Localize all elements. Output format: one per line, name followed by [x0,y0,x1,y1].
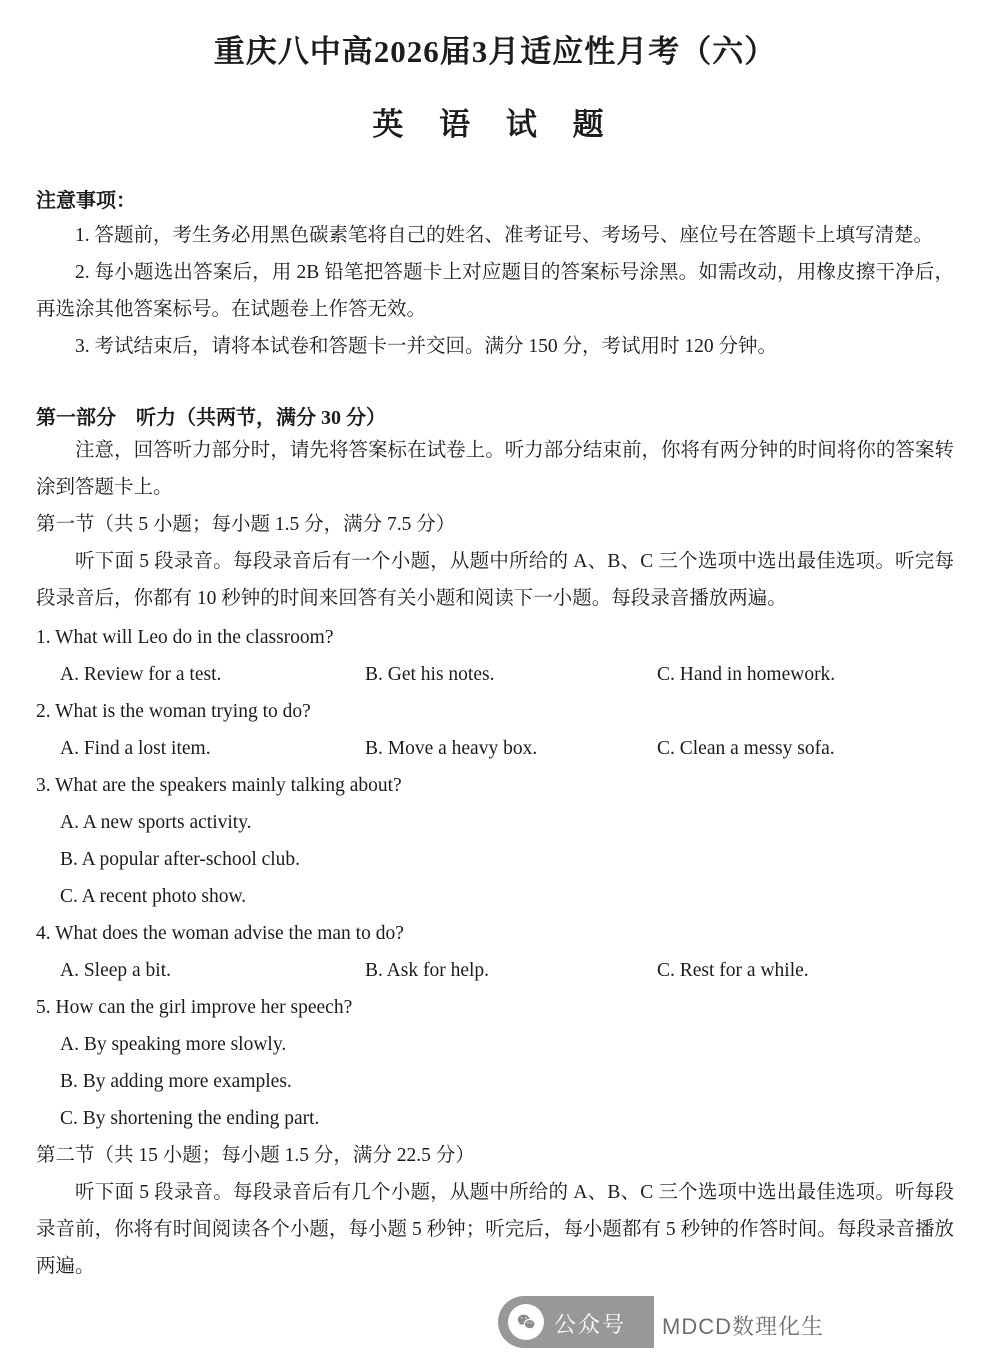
option: A. Sleep a bit. [60,960,172,981]
question-1 [36,619,954,693]
notice-item-3: 3. 考试结束后，请将本试卷和答题卡一并交回。满分 150 分，考试用时 120 分钟。 [75,336,778,357]
question-text: 1. What will Leo do in the classroom? [36,627,334,648]
option: C. A recent photo show. [60,886,247,907]
option: C. Hand in homework. [657,664,836,685]
section1-instructions: 听下面 5 段录音。每段录音后有一个小题，从题中所给的 A、B、C 三个选项中选出最佳选项。听完每段录音后，你都有 10 秒钟的时间来回答有关小题和阅读下一小题。每段录音播放两遍。 [36,551,954,609]
question-options [36,1026,954,1137]
exam-subtitle: 英 语 试 题 [372,107,618,142]
question-text: 4. What does the woman advise the man to do? [36,923,404,944]
option: A. Review for a test. [60,664,222,685]
part1-heading: 第一部分 听力（共两节，满分 30 分） [36,407,386,429]
questions-list [36,619,954,1137]
question-options [36,730,954,767]
question-options [36,804,954,915]
question-4 [36,915,954,989]
part1-note: 注意，回答听力部分时，请先将答案标在试卷上。听力部分结束前，你将有两分钟的时间将你的答案转涂到答题卡上。 [36,440,954,498]
question-text: 3. What are the speakers mainly talking about? [36,775,402,796]
exam-title: 重庆八中高2026届3月适应性月考（六） [213,34,777,69]
option: A. A new sports activity. [60,812,252,833]
option: B. Move a heavy box. [365,738,538,759]
option: C. By shortening the ending part. [60,1108,320,1129]
section2-instructions: 听下面 5 段录音。每段录音后有几个小题，从题中所给的 A、B、C 三个选项中选出最佳选项。听每段录音前，你将有时间阅读各个小题，每小题 5 秒钟；听完后，每小题都有 5 秒钟的作答时间。每段录音播放两遍。 [36,1182,954,1277]
question-options [36,656,954,693]
option: B. A popular after-school club. [60,849,301,870]
question-5 [36,989,954,1137]
watermark-label: 公众号 [554,1312,627,1337]
option: A. Find a lost item. [60,738,211,759]
option: B. By adding more examples. [60,1071,292,1092]
question-text: 2. What is the woman trying to do? [36,701,311,722]
option: C. Clean a messy sofa. [657,738,835,759]
section1-heading: 第一节（共 5 小题；每小题 1.5 分，满分 7.5 分） [36,514,456,535]
question-2 [36,693,954,767]
question-options [36,952,954,989]
option: C. Rest for a while. [657,960,809,981]
section2-heading: 第二节（共 15 小题；每小题 1.5 分，满分 22.5 分） [36,1145,475,1166]
notice-item-1: 1. 答题前，考生务必用黑色碳素笔将自己的姓名、准考证号、考场号、座位号在答题卡上填写清楚。 [75,225,934,246]
option: A. By speaking more slowly. [60,1034,287,1055]
wechat-icon [508,1304,544,1340]
watermark [498,1296,942,1348]
notice-heading: 注意事项： [36,190,136,212]
option: B. Get his notes. [365,664,495,685]
watermark-hidden-text: MDCD数理化生 [662,1314,824,1339]
question-3 [36,767,954,915]
question-text: 5. How can the girl improve her speech? [36,997,353,1018]
notice-item-2: 2. 每小题选出答案后，用 2B 铅笔把答题卡上对应题目的答案标号涂黑。如需改动，用橡皮擦干净后，再选涂其他答案标号。在试题卷上作答无效。 [36,262,954,320]
option: B. Ask for help. [365,960,490,981]
